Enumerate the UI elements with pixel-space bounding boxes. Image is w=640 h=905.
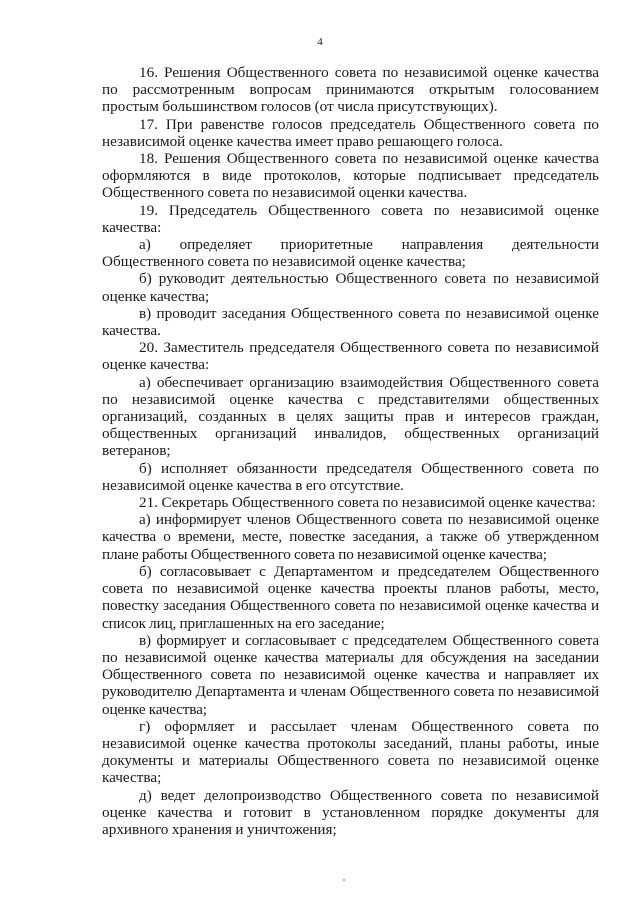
paragraph-19-b: б) руководит деятельностью Общественного совета по независимой оценке качества; (102, 270, 599, 305)
page-number: 4 (317, 36, 323, 48)
paragraph-21-g: г) оформляет и рассылает членам Общественного совета по независимой оценке качества протоколы заседаний, планы работы, иные документы и материалы Общественного совета по независимой оценке качества; (102, 717, 599, 787)
paragraph-21: 21. Секретарь Общественного совета по независимой оценке качества: (139, 494, 596, 512)
scan-speck (343, 879, 345, 881)
paragraph-21-b: б) согласовывает с Департаментом и председателем Общественного совета по независимой оценке качества проекты планов работы, место, повестку заседания Общественного совета по независимой оценке качества и список лиц, приглашенных на его заседание; (102, 562, 599, 632)
paragraph-19: 19. Председатель Общественного совета по независимой оценке качества: (102, 201, 599, 236)
paragraph-18: 18. Решения Общественного совета по независимой оценке качества оформляются в виде протоколов, которые подписывает председатель Общественного совета по независимой оценки качества. (102, 150, 599, 202)
paragraph-21-v: в) формирует и согласовывает с председателем Общественного совета по независимой оценке качества материалы для обсуждения на заседании Общественного совета по независимой оценке качества и направляет их руководителю Департамента и членам Общественного совета по независимой оценке качества; (102, 631, 599, 718)
paragraph-20-b: б) исполняет обязанности председателя Общественного совета по независимой оценке качества в его отсутствие. (102, 459, 599, 494)
document-body (102, 64, 599, 838)
paragraph-20: 20. Заместитель председателя Общественного совета по независимой оценке качества: (102, 339, 599, 374)
paragraph-17: 17. При равенстве голосов председатель Общественного совета по независимой оценке качества имеет право решающего голоса. (102, 115, 599, 150)
paragraph-19-a: а) определяет приоритетные направления деятельности Общественного совета по независимой оценке качества; (102, 236, 599, 271)
paragraph-21-d: д) ведет делопроизводство Общественного совета по независимой оценке качества и готовит в установленном порядке документы для архивного хранения и уничтожения; (102, 786, 599, 838)
paragraph-20-a: а) обеспечивает организацию взаимодействия Общественного совета по независимой оценке качества с представителями общественных организаций, созданных в целях защиты прав и интересов граждан, общественных организаций инвалидов, общественных организаций ветеранов; (102, 373, 599, 460)
paragraph-16: 16. Решения Общественного совета по независимой оценке качества по рассмотренным вопросам принимаются открытым голосованием простым большинством голосов (от числа присутствующих). (102, 64, 599, 116)
paragraph-19-v: в) проводит заседания Общественного совета по независимой оценке качества. (102, 304, 599, 340)
paragraph-21-a: а) информирует членов Общественного совета по независимой оценке качества о времени, месте, повестке заседания, а также об утвержденном плане работы Общественного совета по независимой оценке качества; (102, 511, 599, 563)
